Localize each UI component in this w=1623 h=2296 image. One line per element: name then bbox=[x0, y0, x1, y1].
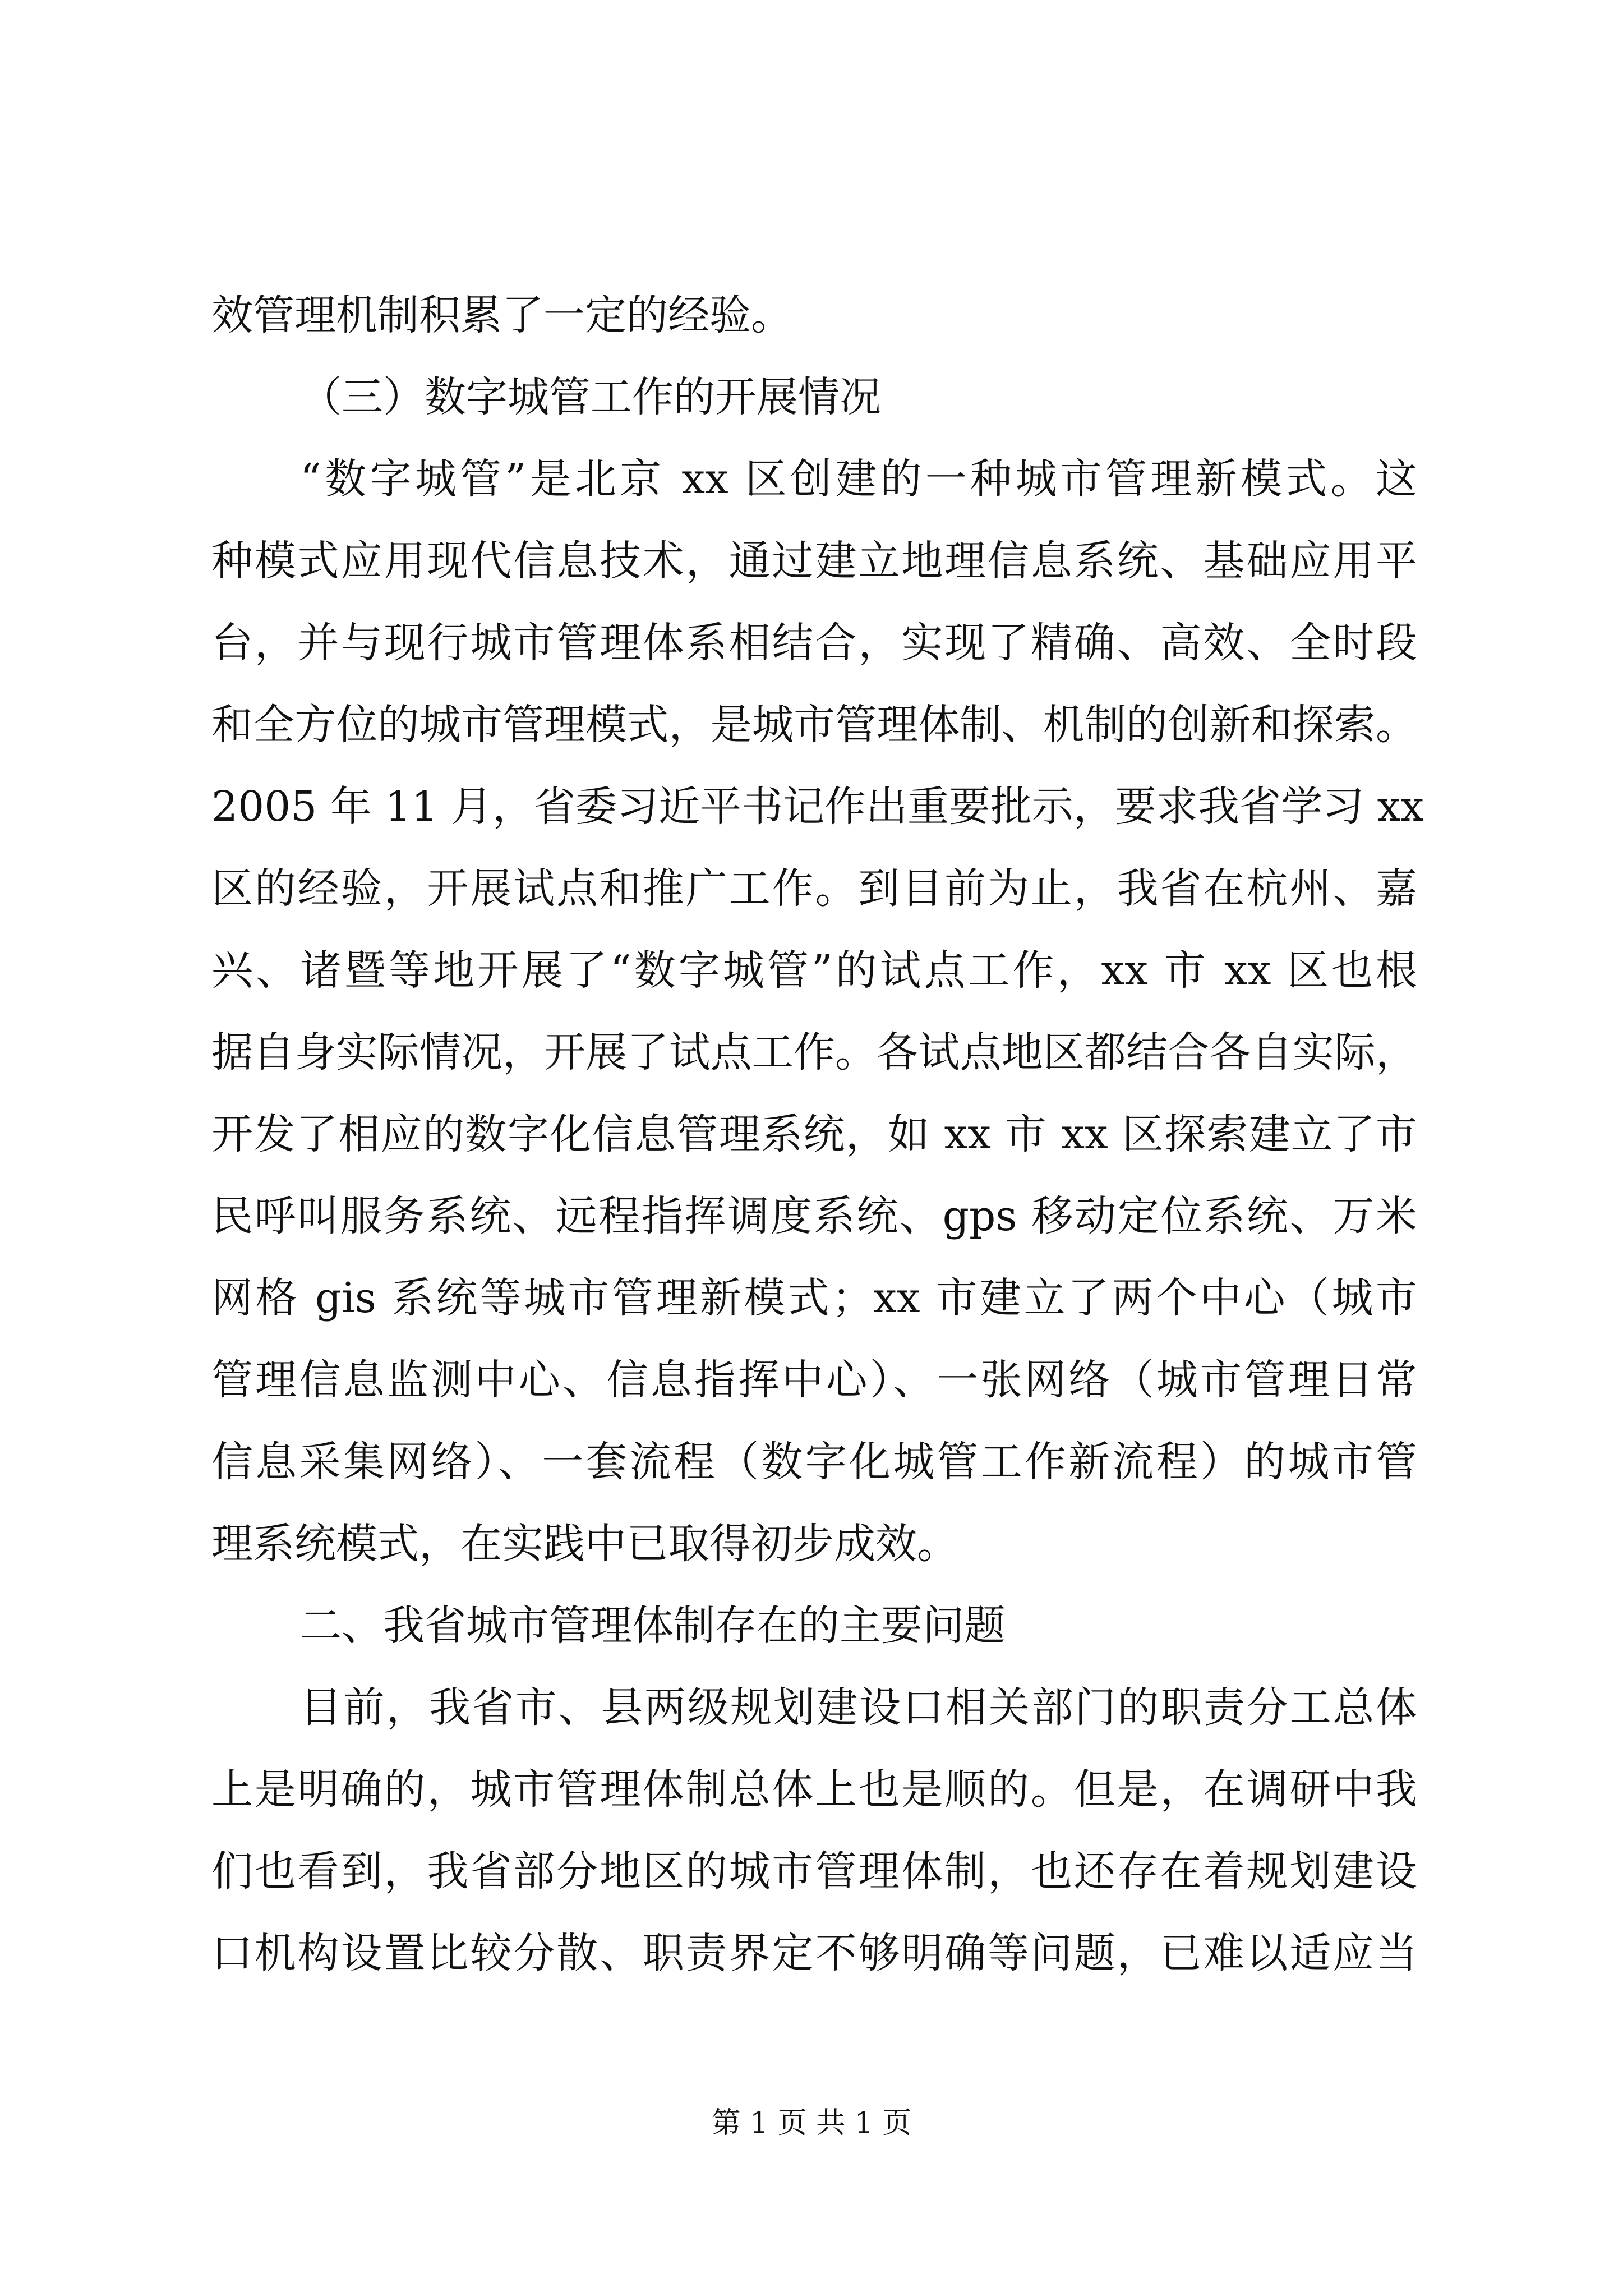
paragraph-line: 种模式应用现代信息技术，通过建立地理信息系统、基础应用平 bbox=[211, 537, 1417, 585]
paragraph-line: 兴、诸暨等地开展了“数字城管”的试点工作，xx 市 xx 区也根 bbox=[211, 946, 1417, 995]
paragraph-line: 们也看到，我省部分地区的城市管理体制，也还存在着规划建设 bbox=[211, 1847, 1417, 1895]
paragraph-line: 2005 年 11 月，省委习近平书记作出重要批示，要求我省学习 xx bbox=[211, 783, 1424, 831]
paragraph-line: “数字城管”是北京 xx 区创建的一种城市管理新模式。这 bbox=[300, 455, 1417, 503]
paragraph-line: 区的经验，开展试点和推广工作。到目前为止，我省在杭州、嘉 bbox=[211, 864, 1417, 913]
section-heading: 二、我省城市管理体制存在的主要问题 bbox=[300, 1602, 1006, 1650]
paragraph-line: 管理信息监测中心、信息指挥中心）、一张网络（城市管理日常 bbox=[211, 1356, 1417, 1404]
paragraph-line: 和全方位的城市管理模式，是城市管理体制、机制的创新和探索。 bbox=[211, 701, 1417, 749]
paragraph-line: 台，并与现行城市管理体系相结合，实现了精确、高效、全时段 bbox=[211, 619, 1417, 667]
paragraph-line: 效管理机制积累了一定的经验。 bbox=[211, 291, 792, 339]
paragraph-line: 据自身实际情况，开展了试点工作。各试点地区都结合各自实际， bbox=[211, 1028, 1417, 1076]
paragraph-line: 信息采集网络）、一套流程（数字化城管工作新流程）的城市管 bbox=[211, 1438, 1417, 1486]
paragraph-line: 民呼叫服务系统、远程指挥调度系统、gps 移动定位系统、万米 bbox=[211, 1192, 1417, 1240]
paragraph-line: 口机构设置比较分散、职责界定不够明确等问题，已难以适应当 bbox=[211, 1929, 1417, 1977]
paragraph-line: 开发了相应的数字化信息管理系统，如 xx 市 xx 区探索建立了市 bbox=[211, 1110, 1417, 1158]
paragraph-line: 网格 gis 系统等城市管理新模式；xx 市建立了两个中心（城市 bbox=[211, 1274, 1417, 1322]
paragraph-line: 理系统模式，在实践中已取得初步成效。 bbox=[211, 1520, 958, 1568]
section-heading: （三）数字城管工作的开展情况 bbox=[300, 373, 881, 421]
page-number-footer: 第 1 页 共 1 页 bbox=[711, 2106, 912, 2140]
paragraph-line: 上是明确的，城市管理体制总体上也是顺的。但是，在调研中我 bbox=[211, 1765, 1417, 1814]
paragraph-line: 目前，我省市、县两级规划建设口相关部门的职责分工总体 bbox=[300, 1683, 1417, 1732]
